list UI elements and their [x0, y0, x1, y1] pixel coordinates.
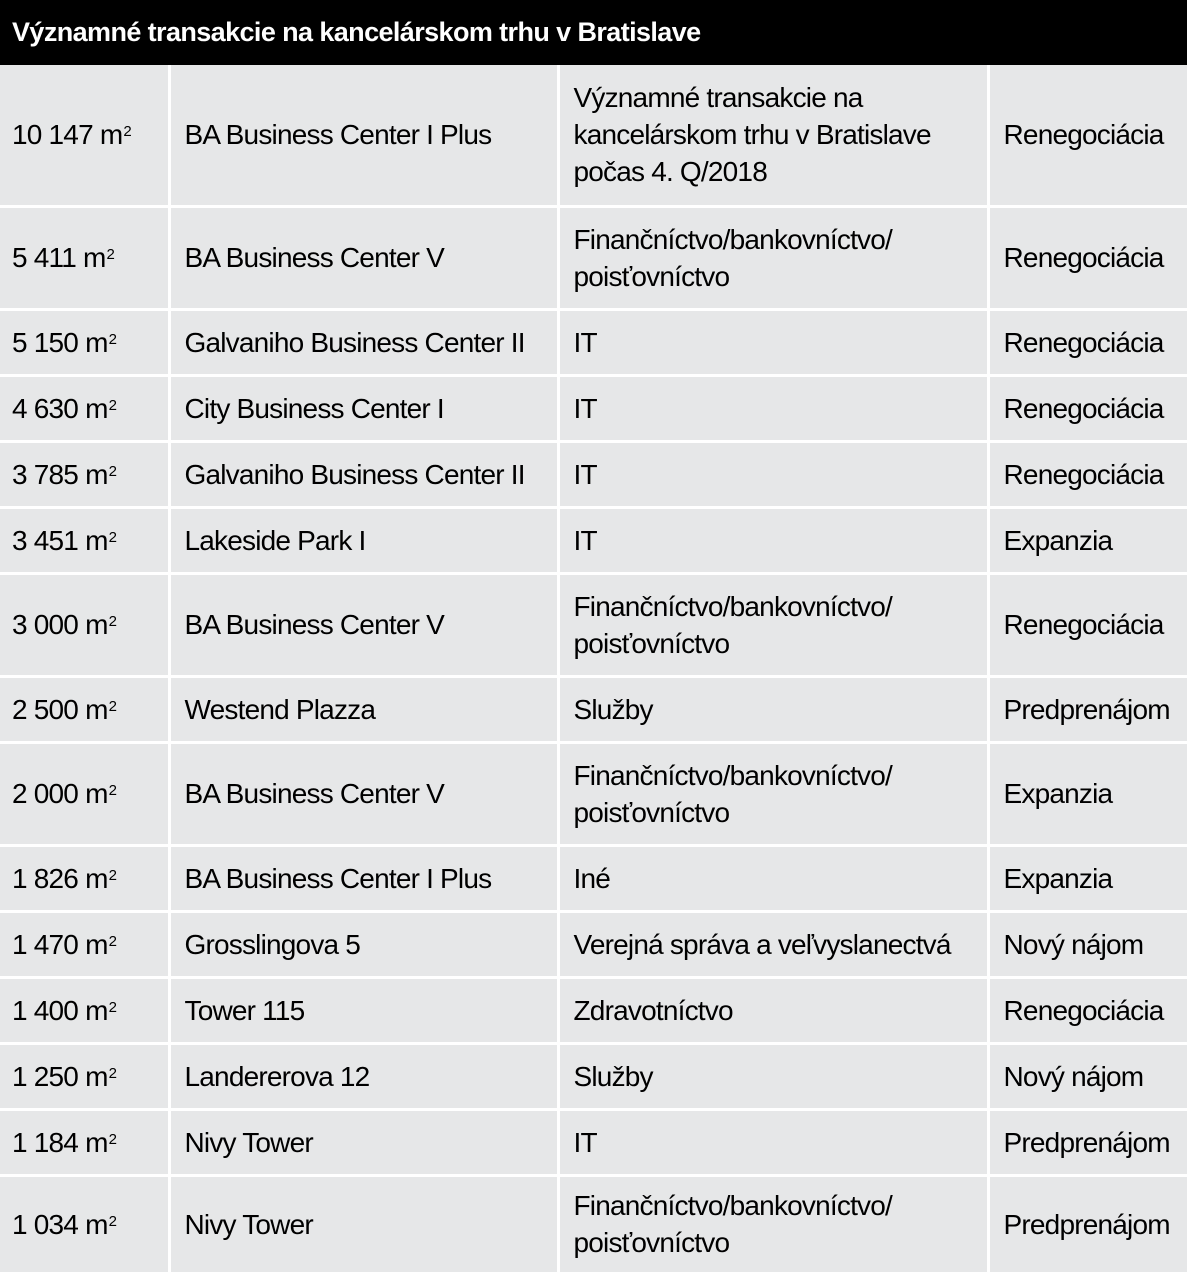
- sector-cell-text: Finančníctvo/bankovníctvo/ poisťovníctvo: [573, 223, 892, 292]
- transaction-type-cell: [988, 309, 1187, 375]
- area-unit-exponent: 2: [108, 613, 117, 630]
- area-unit-exponent: 2: [106, 246, 115, 263]
- area-cell: [0, 573, 169, 676]
- area-number: 10 147: [12, 119, 93, 151]
- transaction-type-cell: [988, 573, 1187, 676]
- transaction-type-cell: [988, 845, 1187, 911]
- area-unit: m: [99, 119, 123, 151]
- area-number: 1 470: [12, 928, 79, 960]
- sector-cell-text: Finančníctvo/bankovníctvo/ poisťovníctvo: [573, 1190, 892, 1259]
- area-value: [12, 525, 116, 556]
- area-cell: [0, 65, 169, 206]
- area-unit: m: [85, 778, 108, 809]
- area-cell: [0, 441, 169, 507]
- building-cell: [169, 441, 558, 507]
- table-row: [0, 507, 1187, 573]
- area-value: [12, 1127, 116, 1158]
- area-cell: [0, 206, 169, 309]
- area-unit-exponent: 2: [108, 932, 117, 950]
- building-cell: [169, 1175, 558, 1272]
- sector-cell: [558, 206, 988, 309]
- area-unit: m: [85, 1126, 108, 1158]
- transaction-type-cell-text: Renegociácia: [1003, 242, 1164, 273]
- building-cell-text: Lakeside Park I: [184, 524, 366, 556]
- transaction-type-cell-text: Nový nájom: [1003, 1060, 1144, 1092]
- area-cell: [0, 911, 169, 977]
- sector-cell: [558, 1043, 988, 1109]
- area-cell: [0, 1175, 169, 1272]
- building-cell-text: BA Business Center V: [184, 778, 444, 809]
- area-number: 1 184: [12, 1126, 79, 1158]
- area-unit-exponent: 2: [108, 528, 117, 546]
- building-cell-text: Galvaniho Business Center II: [184, 458, 525, 490]
- sector-cell-text: IT: [573, 1126, 597, 1158]
- sector-cell: [558, 845, 988, 911]
- transaction-type-cell: [988, 977, 1187, 1043]
- sector-cell-text: Služby: [573, 693, 653, 725]
- area-value: [12, 609, 116, 640]
- transaction-type-cell-text: Renegociácia: [1003, 119, 1164, 151]
- building-cell: [169, 65, 558, 206]
- transaction-type-cell-text: Renegociácia: [1003, 326, 1164, 358]
- table-row: [0, 845, 1187, 911]
- building-cell-text: BA Business Center V: [184, 242, 444, 273]
- area-value: [12, 778, 116, 809]
- sector-cell-text: Finančníctvo/bankovníctvo/ poisťovníctvo: [573, 590, 892, 659]
- area-value: [12, 995, 116, 1026]
- area-unit: m: [85, 609, 108, 640]
- area-number: 3 000: [12, 609, 79, 640]
- transaction-type-cell: [988, 65, 1187, 206]
- table-row: [0, 65, 1187, 206]
- building-cell: [169, 676, 558, 742]
- sector-cell-text: IT: [573, 524, 597, 556]
- sector-cell-text: Služby: [573, 1060, 653, 1092]
- area-cell: [0, 375, 169, 441]
- transaction-type-cell-text: Predprenájom: [1003, 1126, 1170, 1158]
- area-unit-exponent: 2: [108, 998, 117, 1016]
- area-value: [12, 1209, 116, 1240]
- building-cell: [169, 977, 558, 1043]
- sector-cell: [558, 375, 988, 441]
- transaction-type-cell-text: Expanzia: [1003, 524, 1113, 556]
- area-unit: m: [85, 928, 108, 960]
- area-number: 2 500: [12, 693, 79, 725]
- area-value: [12, 459, 116, 490]
- area-cell: [0, 1043, 169, 1109]
- table-row: [0, 742, 1187, 845]
- transaction-type-cell-text: Expanzia: [1003, 862, 1113, 894]
- transaction-type-cell-text: Predprenájom: [1003, 693, 1170, 725]
- building-cell: [169, 742, 558, 845]
- area-number: 1 034: [12, 1208, 79, 1240]
- transaction-type-cell: [988, 507, 1187, 573]
- transaction-type-cell: [988, 375, 1187, 441]
- table-row: [0, 206, 1187, 309]
- building-cell-text: Nivy Tower: [184, 1208, 313, 1240]
- sector-cell-text: Významné transakcie na kancelárskom trhu v Bratislave počas 4. Q/2018: [573, 82, 931, 188]
- area-unit: m: [85, 458, 108, 490]
- building-cell: [169, 845, 558, 911]
- area-number: 5 411: [12, 242, 76, 273]
- transaction-type-cell: [988, 1175, 1187, 1272]
- table-title: Významné transakcie na kancelárskom trhu v Bratislave: [0, 0, 1187, 65]
- area-unit-exponent: 2: [108, 866, 117, 884]
- sector-cell: [558, 441, 988, 507]
- sector-cell-text: Finančníctvo/bankovníctvo/ poisťovníctvo: [573, 759, 892, 828]
- sector-cell-text: Zdravotníctvo: [573, 994, 733, 1026]
- transaction-type-cell: [988, 676, 1187, 742]
- sector-cell: [558, 676, 988, 742]
- transactions-table-body: [0, 65, 1187, 1272]
- sector-cell: [558, 742, 988, 845]
- area-number: 3 785: [12, 458, 79, 490]
- area-cell: [0, 309, 169, 375]
- transaction-type-cell-text: Renegociácia: [1003, 392, 1164, 424]
- sector-cell: [558, 573, 988, 676]
- area-unit-exponent: 2: [108, 1130, 117, 1148]
- sector-cell-text: IT: [573, 326, 597, 358]
- area-cell: [0, 977, 169, 1043]
- area-unit-exponent: 2: [108, 330, 117, 348]
- area-number: 5 150: [12, 326, 79, 358]
- sector-cell: [558, 65, 988, 206]
- building-cell-text: City Business Center I: [184, 392, 444, 424]
- building-cell-text: BA Business Center I Plus: [184, 862, 492, 894]
- sector-cell: [558, 1109, 988, 1175]
- table-row: [0, 375, 1187, 441]
- building-cell-text: Landererova 12: [184, 1060, 370, 1092]
- transaction-type-cell: [988, 1109, 1187, 1175]
- sector-cell-text: Iné: [573, 862, 611, 894]
- transaction-type-cell-text: Predprenájom: [1003, 1208, 1170, 1240]
- building-cell: [169, 309, 558, 375]
- transaction-type-cell-text: Renegociácia: [1003, 609, 1164, 640]
- area-value: [12, 327, 116, 358]
- area-cell: [0, 507, 169, 573]
- area-cell: [0, 1109, 169, 1175]
- sector-cell-text: IT: [573, 458, 597, 490]
- area-number: 4 630: [12, 392, 79, 424]
- area-cell: [0, 845, 169, 911]
- table-row: [0, 441, 1187, 507]
- transaction-type-cell: [988, 1043, 1187, 1109]
- table-row: [0, 977, 1187, 1043]
- building-cell: [169, 1109, 558, 1175]
- transaction-type-cell-text: Nový nájom: [1003, 928, 1144, 960]
- area-unit: m: [85, 994, 108, 1026]
- building-cell-text: BA Business Center I Plus: [184, 119, 492, 151]
- area-number: 3 451: [12, 524, 79, 556]
- area-number: 2 000: [12, 778, 79, 809]
- area-unit-exponent: 2: [123, 123, 131, 141]
- area-unit: m: [85, 862, 108, 894]
- area-value: [12, 1061, 116, 1092]
- transaction-type-cell: [988, 911, 1187, 977]
- building-cell: [169, 507, 558, 573]
- area-number: 1 250: [12, 1060, 79, 1092]
- area-unit: m: [85, 693, 108, 725]
- building-cell: [169, 206, 558, 309]
- area-number: 1 400: [12, 994, 79, 1026]
- area-number: 1 826: [12, 862, 79, 894]
- area-unit-exponent: 2: [108, 782, 117, 799]
- area-unit: m: [85, 1060, 108, 1092]
- transaction-type-cell: [988, 206, 1187, 309]
- building-cell: [169, 1043, 558, 1109]
- table-row: [0, 573, 1187, 676]
- area-unit: m: [85, 392, 108, 424]
- area-unit: m: [85, 524, 108, 556]
- transaction-type-cell-text: Renegociácia: [1003, 994, 1164, 1026]
- sector-cell: [558, 911, 988, 977]
- building-cell: [169, 911, 558, 977]
- transaction-type-cell: [988, 441, 1187, 507]
- sector-cell-text: Verejná správa a veľvyslanectvá: [573, 928, 951, 960]
- area-unit-exponent: 2: [108, 697, 117, 715]
- sector-cell: [558, 507, 988, 573]
- area-value: [12, 694, 116, 725]
- area-unit: m: [85, 326, 108, 358]
- transaction-type-cell: [988, 742, 1187, 845]
- sector-cell: [558, 977, 988, 1043]
- table-row: [0, 1109, 1187, 1175]
- area-value: [12, 242, 114, 273]
- table-row: [0, 1175, 1187, 1272]
- transaction-type-cell-text: Renegociácia: [1003, 458, 1164, 490]
- sector-cell-text: IT: [573, 392, 597, 424]
- area-unit: m: [85, 1208, 108, 1240]
- area-unit: m: [82, 242, 106, 273]
- table-row: [0, 309, 1187, 375]
- building-cell-text: Galvaniho Business Center II: [184, 326, 525, 358]
- area-value: [12, 119, 131, 150]
- sector-cell: [558, 309, 988, 375]
- building-cell-text: BA Business Center V: [184, 609, 444, 640]
- table-row: [0, 911, 1187, 977]
- area-unit-exponent: 2: [108, 396, 117, 414]
- area-value: [12, 929, 116, 960]
- table-row: [0, 1043, 1187, 1109]
- building-cell-text: Grosslingova 5: [184, 928, 361, 960]
- building-cell: [169, 375, 558, 441]
- area-unit-exponent: 2: [108, 462, 117, 480]
- sector-cell: [558, 1175, 988, 1272]
- table-row: [0, 676, 1187, 742]
- building-cell-text: Tower 115: [184, 994, 305, 1026]
- area-cell: [0, 676, 169, 742]
- building-cell-text: Nivy Tower: [184, 1126, 313, 1158]
- area-unit-exponent: 2: [108, 1212, 117, 1230]
- transaction-type-cell-text: Expanzia: [1003, 778, 1113, 809]
- area-value: [12, 863, 116, 894]
- area-unit-exponent: 2: [108, 1064, 117, 1082]
- building-cell-text: Westend Plazza: [184, 693, 376, 725]
- area-cell: [0, 742, 169, 845]
- area-value: [12, 393, 116, 424]
- transactions-table: [0, 65, 1187, 1272]
- building-cell: [169, 573, 558, 676]
